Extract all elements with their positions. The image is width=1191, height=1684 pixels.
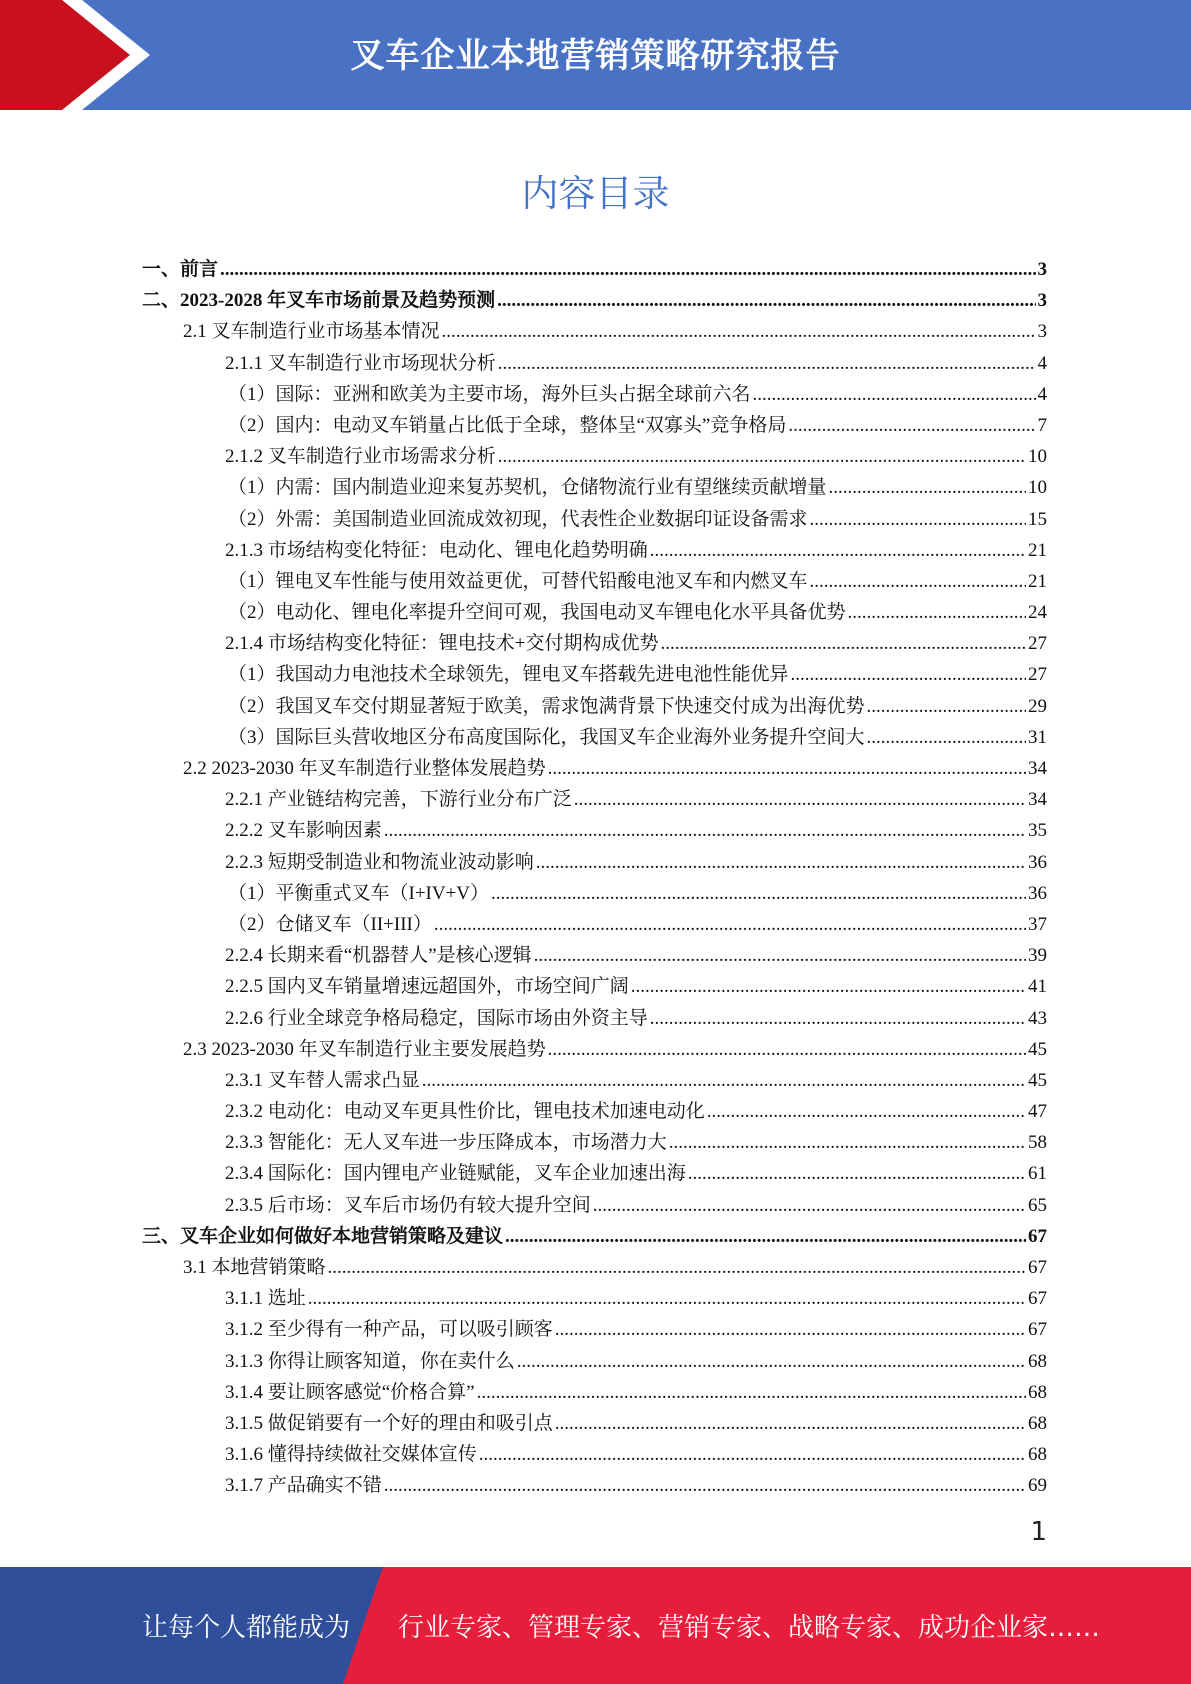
toc-entry[interactable] xyxy=(142,1034,1047,1065)
toc-leader-dots xyxy=(479,1444,1026,1466)
toc-entry[interactable] xyxy=(142,1096,1047,1127)
toc-leader-dots xyxy=(328,1257,1026,1279)
toc-leader-dots xyxy=(498,353,1036,375)
toc-entry-label: 3.1.7 产品确实不错 xyxy=(225,1475,382,1497)
toc-entry-page: 3 xyxy=(1037,259,1047,280)
toc-leader-dots xyxy=(536,852,1026,874)
toc-leader-dots xyxy=(707,1101,1026,1123)
toc-leader-dots xyxy=(688,1163,1026,1185)
toc-entry-page: 3 xyxy=(1037,290,1047,312)
toc-entry[interactable] xyxy=(142,971,1047,1002)
toc-entry-label: （3）国际巨头营收地区分布高度国际化，我国叉车企业海外业务提升空间大 xyxy=(228,726,865,748)
toc-entry-label: 2.3.4 国际化：国内锂电产业链赋能，叉车企业加速出海 xyxy=(225,1163,686,1185)
toc-entry[interactable] xyxy=(142,815,1047,846)
toc-entry-label: （1）内需：国内制造业迎来复苏契机，仓储物流行业有望继续贡献增量 xyxy=(228,477,827,499)
toc-entry-label: 2.2.4 长期来看“机器替人”是核心逻辑 xyxy=(225,945,532,967)
toc-entry-label: 2.1.3 市场结构变化特征：电动化、锂电化趋势明确 xyxy=(225,539,648,561)
toc-entry[interactable] xyxy=(142,1158,1047,1189)
toc-leader-dots xyxy=(829,477,1026,499)
toc-leader-dots xyxy=(660,633,1026,655)
toc-entry-page: 67 xyxy=(1028,1319,1047,1341)
toc-entry-label: （2）国内：电动叉车销量占比低于全球，整体呈“双寡头”竞争格局 xyxy=(228,414,787,436)
toc-leader-dots xyxy=(491,883,1026,905)
toc-entry-label: 2.3 2023-2030 年叉车制造行业主要发展趋势 xyxy=(183,1038,546,1060)
toc-leader-dots xyxy=(442,321,1036,343)
toc-entry[interactable] xyxy=(142,628,1047,659)
toc-leader-dots xyxy=(791,664,1026,686)
toc-entry[interactable] xyxy=(142,254,1047,285)
toc-entry[interactable] xyxy=(142,1065,1047,1096)
toc-leader-dots xyxy=(498,446,1026,468)
toc-entry-label: 3.1.1 选址 xyxy=(225,1288,306,1310)
toc-entry[interactable] xyxy=(142,1377,1047,1408)
toc-entry-page: 67 xyxy=(1028,1288,1047,1310)
toc-entry[interactable] xyxy=(142,1221,1047,1252)
toc-leader-dots xyxy=(650,1008,1026,1030)
toc-entry[interactable] xyxy=(142,1127,1047,1158)
toc-entry[interactable] xyxy=(142,410,1047,441)
toc-entry[interactable] xyxy=(142,847,1047,878)
toc-entry-label: （2）我国叉车交付期显著短于欧美，需求饱满背景下快速交付成为出海优势 xyxy=(228,695,865,717)
toc-entry-label: 2.3.1 叉车替人需求凸显 xyxy=(225,1069,420,1091)
toc-entry-label: 2.1.4 市场结构变化特征：锂电技术+交付期构成优势 xyxy=(225,633,659,655)
toc-entry-label: 一、前言 xyxy=(142,259,219,280)
toc-entry[interactable] xyxy=(142,285,1047,316)
toc-leader-dots xyxy=(308,1288,1026,1310)
toc-entry-label: （2）电动化、锂电化率提升空间可观，我国电动叉车锂电化水平具备优势 xyxy=(228,602,846,624)
toc-entry-label: 二、2023-2028 年叉车市场前景及趋势预测 xyxy=(142,290,496,312)
toc-entry[interactable] xyxy=(142,316,1047,347)
toc-entry-page: 4 xyxy=(1037,383,1047,405)
toc-entry-page: 34 xyxy=(1028,789,1047,811)
toc-leader-dots xyxy=(593,1195,1026,1217)
toc-leader-dots xyxy=(753,384,1036,406)
toc-leader-dots xyxy=(631,976,1026,998)
toc-entry-label: （1）国际：亚洲和欧美为主要市场，海外巨头占据全球前六名 xyxy=(228,383,751,405)
toc-leader-dots xyxy=(548,758,1026,780)
footer-slogan-left: 让每个人都能成为 xyxy=(142,1613,351,1643)
toc-leader-dots xyxy=(434,914,1026,936)
toc-leader-dots xyxy=(810,571,1026,593)
toc-entry-label: （1）平衡重式叉车（I+IV+V） xyxy=(228,882,490,904)
toc-leader-dots xyxy=(555,1413,1026,1435)
toc-entry[interactable] xyxy=(142,441,1047,472)
toc-entry[interactable] xyxy=(142,1408,1047,1439)
toc-entry[interactable] xyxy=(142,1470,1047,1501)
toc-entry-page: 45 xyxy=(1028,1069,1047,1091)
toc-leader-dots xyxy=(422,1070,1026,1092)
page-number: 1 xyxy=(1030,1517,1047,1547)
toc-entry[interactable] xyxy=(142,348,1047,379)
toc-entry-page: 68 xyxy=(1028,1350,1047,1372)
toc-leader-dots xyxy=(788,415,1035,437)
toc-title: 内容目录 xyxy=(521,172,670,215)
toc-entry-label: 3.1.6 懂得持续做社交媒体宣传 xyxy=(225,1444,477,1466)
toc-entry-page: 39 xyxy=(1028,945,1047,967)
toc-entry-page: 43 xyxy=(1028,1007,1047,1029)
toc-entry-label: （1）锂电叉车性能与使用效益更优，可替代铅酸电池叉车和内燃叉车 xyxy=(228,570,808,592)
toc-leader-dots xyxy=(867,696,1026,718)
toc-entry-page: 31 xyxy=(1028,726,1047,748)
toc-entry-page: 65 xyxy=(1028,1194,1047,1216)
toc-entry-label: 2.2.1 产业链结构完善，下游行业分布广泛 xyxy=(225,789,572,811)
toc-entry-label: 3.1.3 你得让顾客知道，你在卖什么 xyxy=(225,1350,515,1372)
toc-entry-page: 27 xyxy=(1028,664,1047,686)
toc-entry-label: 3.1.4 要让顾客感觉“价格合算” xyxy=(225,1381,475,1403)
toc-entry-page: 3 xyxy=(1037,321,1047,343)
toc-entry-page: 37 xyxy=(1028,913,1047,935)
toc-entry[interactable] xyxy=(142,659,1047,690)
toc-leader-dots xyxy=(848,602,1026,624)
toc-entry[interactable] xyxy=(142,1252,1047,1283)
toc-entry[interactable] xyxy=(142,504,1047,535)
footer-slogan-right: 行业专家、管理专家、营销专家、战略专家、成功企业家…… xyxy=(398,1613,1101,1643)
toc-entry-page: 10 xyxy=(1028,477,1047,499)
toc-entry-page: 68 xyxy=(1028,1381,1047,1403)
toc-entry-label: 2.3.3 智能化：无人叉车进一步压降成本，市场潜力大 xyxy=(225,1132,667,1154)
toc-leader-dots xyxy=(669,1132,1026,1154)
toc-entry-page: 41 xyxy=(1028,976,1047,998)
toc-entry[interactable] xyxy=(142,878,1047,909)
toc-entry-label: 三、叉车企业如何做好本地营销策略及建议 xyxy=(142,1225,504,1247)
toc-entry-label: （2）仓储叉车（II+III） xyxy=(228,913,432,935)
toc-entry-page: 7 xyxy=(1037,414,1047,436)
toc-entry[interactable] xyxy=(142,1346,1047,1377)
toc-entry[interactable] xyxy=(142,379,1047,410)
page-footer xyxy=(0,1567,1191,1684)
toc-entry[interactable] xyxy=(142,784,1047,815)
toc-entry-page: 15 xyxy=(1028,508,1047,530)
table-of-contents xyxy=(142,254,1047,1502)
toc-entry-label: 2.2.5 国内叉车销量增速远超国外，市场空间广阔 xyxy=(225,976,629,998)
toc-entry[interactable] xyxy=(142,722,1047,753)
toc-entry[interactable] xyxy=(142,909,1047,940)
toc-entry-label: （1）我国动力电池技术全球领先，锂电叉车搭载先进电池性能优异 xyxy=(228,664,789,686)
toc-entry-page: 21 xyxy=(1028,570,1047,592)
toc-leader-dots xyxy=(384,1475,1026,1497)
toc-entry-label: 2.3.5 后市场：叉车后市场仍有较大提升空间 xyxy=(225,1194,591,1216)
toc-entry[interactable] xyxy=(142,1190,1047,1221)
toc-entry[interactable] xyxy=(142,597,1047,628)
toc-entry-page: 29 xyxy=(1028,695,1047,717)
toc-entry[interactable] xyxy=(142,1439,1047,1470)
toc-entry[interactable] xyxy=(142,1003,1047,1034)
toc-entry-page: 67 xyxy=(1028,1225,1047,1247)
toc-entry-page: 45 xyxy=(1028,1038,1047,1060)
toc-entry-label: 2.1 叉车制造行业市场基本情况 xyxy=(183,321,440,343)
toc-entry[interactable] xyxy=(142,940,1047,971)
toc-leader-dots xyxy=(574,789,1026,811)
toc-entry-page: 58 xyxy=(1028,1132,1047,1154)
toc-entry[interactable] xyxy=(142,566,1047,597)
toc-entry-page: 24 xyxy=(1028,602,1047,624)
toc-entry-page: 68 xyxy=(1028,1444,1047,1466)
toc-entry[interactable] xyxy=(142,472,1047,503)
header-title: 叉车企业本地营销策略研究报告 xyxy=(350,36,841,76)
toc-entry-page: 10 xyxy=(1028,446,1047,468)
toc-entry-page: 34 xyxy=(1028,758,1047,779)
toc-leader-dots xyxy=(548,1039,1026,1061)
toc-entry[interactable] xyxy=(142,691,1047,722)
toc-entry[interactable] xyxy=(142,1314,1047,1345)
toc-entry[interactable] xyxy=(142,1283,1047,1314)
toc-entry-page: 4 xyxy=(1037,352,1047,374)
toc-leader-dots xyxy=(497,290,1035,312)
toc-entry-label: 3.1 本地营销策略 xyxy=(183,1257,326,1278)
toc-entry-page: 61 xyxy=(1028,1163,1047,1185)
toc-entry-page: 69 xyxy=(1028,1475,1047,1497)
toc-entry-label: 2.1.1 叉车制造行业市场现状分析 xyxy=(225,352,496,374)
toc-entry-page: 35 xyxy=(1028,820,1047,842)
toc-entry-page: 36 xyxy=(1028,882,1047,904)
toc-entry-label: 2.2.3 短期受制造业和物流业波动影响 xyxy=(225,851,534,873)
toc-entry-page: 47 xyxy=(1028,1101,1047,1123)
toc-leader-dots xyxy=(517,1351,1026,1373)
toc-entry-page: 27 xyxy=(1028,633,1047,655)
toc-leader-dots xyxy=(867,727,1026,749)
toc-entry-page: 21 xyxy=(1028,539,1047,561)
page-header xyxy=(0,0,1191,110)
toc-entry[interactable] xyxy=(142,535,1047,566)
toc-entry-label: 2.2 2023-2030 年叉车制造行业整体发展趋势 xyxy=(183,758,546,779)
toc-entry-label: （2）外需：美国制造业回流成效初现，代表性企业数据印证设备需求 xyxy=(228,508,808,530)
toc-entry-label: 3.1.5 做促销要有一个好的理由和吸引点 xyxy=(225,1412,553,1434)
toc-leader-dots xyxy=(555,1319,1026,1341)
toc-leader-dots xyxy=(477,1382,1026,1404)
toc-entry-label: 3.1.2 至少得有一种产品，可以吸引顾客 xyxy=(225,1319,553,1341)
toc-entry-page: 68 xyxy=(1028,1412,1047,1434)
toc-leader-dots xyxy=(384,820,1026,842)
toc-leader-dots xyxy=(534,945,1026,967)
toc-leader-dots xyxy=(505,1226,1026,1248)
toc-entry-page: 67 xyxy=(1028,1257,1047,1278)
toc-leader-dots xyxy=(220,259,1035,281)
toc-entry-label: 2.3.2 电动化：电动叉车更具性价比，锂电技术加速电动化 xyxy=(225,1101,705,1123)
toc-leader-dots xyxy=(810,509,1026,531)
toc-entry-label: 2.2.6 行业全球竞争格局稳定，国际市场由外资主导 xyxy=(225,1007,648,1029)
toc-entry-page: 36 xyxy=(1028,851,1047,873)
toc-entry-label: 2.2.2 叉车影响因素 xyxy=(225,820,382,842)
toc-leader-dots xyxy=(650,540,1026,562)
toc-entry[interactable] xyxy=(142,753,1047,784)
toc-entry-label: 2.1.2 叉车制造行业市场需求分析 xyxy=(225,446,496,468)
